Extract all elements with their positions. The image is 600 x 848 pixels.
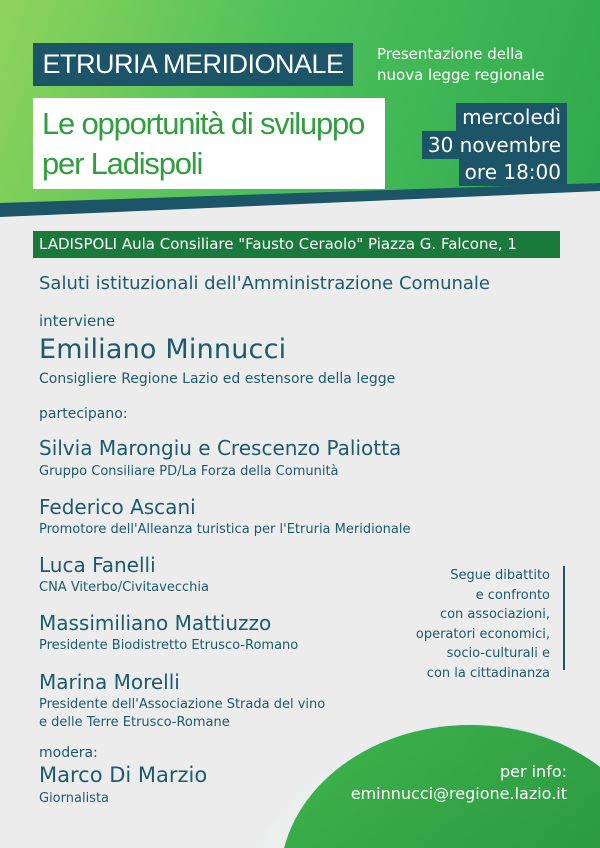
participant-name: Marina Morelli bbox=[39, 670, 180, 694]
participant-role: Gruppo Consiliare PD/La Forza della Comunità bbox=[39, 464, 339, 479]
region-title: ETRURIA MERIDIONALE bbox=[33, 43, 353, 86]
participant-role: CNA Viterbo/Civitavecchia bbox=[39, 580, 209, 595]
info-label: per info: bbox=[499, 762, 567, 781]
debate-note-line: Segue dibattito bbox=[450, 568, 550, 583]
speaker-name: Emiliano Minnucci bbox=[39, 334, 287, 365]
participant-name: Massimiliano Mattiuzzo bbox=[39, 611, 272, 635]
event-title-line-2: per Ladispoli bbox=[42, 146, 203, 181]
participant-name: Silvia Marongiu e Crescenzo Paliotta bbox=[39, 436, 402, 460]
debate-note-line: con la cittadinanza bbox=[426, 665, 550, 681]
participants-label: partecipano: bbox=[39, 406, 128, 422]
event-title-line-1: Le opportunità di sviluppo bbox=[42, 106, 365, 141]
participant-role-line-2: e delle Terre Etrusco-Romane bbox=[39, 715, 230, 730]
contact-email[interactable]: eminnucci@regione.lazio.it bbox=[350, 784, 567, 803]
date-time: ore 18:00 bbox=[459, 158, 567, 186]
debate-note-line: e confronto bbox=[475, 587, 550, 603]
greetings: Saluti istituzionali dell'Amministrazione Comunale bbox=[39, 273, 490, 294]
participant-role: Presidente Biodistretto Etrusco-Romano bbox=[39, 638, 299, 653]
presentation-line-1: Presentazione della bbox=[377, 45, 524, 63]
speaker-label: interviene bbox=[39, 312, 115, 330]
speaker-role: Consigliere Regione Lazio ed estensore della legge bbox=[39, 371, 396, 387]
contact-info bbox=[351, 761, 567, 805]
debate-note-line: operatori economici, bbox=[415, 626, 550, 642]
debate-note-line: con associazioni, bbox=[439, 607, 550, 622]
date-date: 30 novembre bbox=[422, 131, 567, 159]
presentation-line-2: nuova legge regionale bbox=[377, 66, 545, 84]
participant-name: Federico Ascani bbox=[39, 495, 196, 519]
moderator-role: Giornalista bbox=[39, 791, 110, 806]
participant-role: Presidente dell'Associazione Strada del vino bbox=[39, 697, 326, 712]
venue-bar: LADISPOLI Aula Consiliare "Fausto Ceraolo" Piazza G. Falcone, 1 bbox=[33, 231, 560, 258]
date-day: mercoledì bbox=[456, 103, 567, 131]
moderator-name: Marco Di Marzio bbox=[39, 763, 208, 787]
participant-name: Luca Fanelli bbox=[39, 553, 156, 577]
moderator-label: modera: bbox=[39, 745, 98, 761]
debate-note-line: socio-culturali e bbox=[446, 646, 550, 661]
participant-role: Promotore dell'Alleanza turistica per l'Etruria Meridionale bbox=[39, 522, 411, 537]
